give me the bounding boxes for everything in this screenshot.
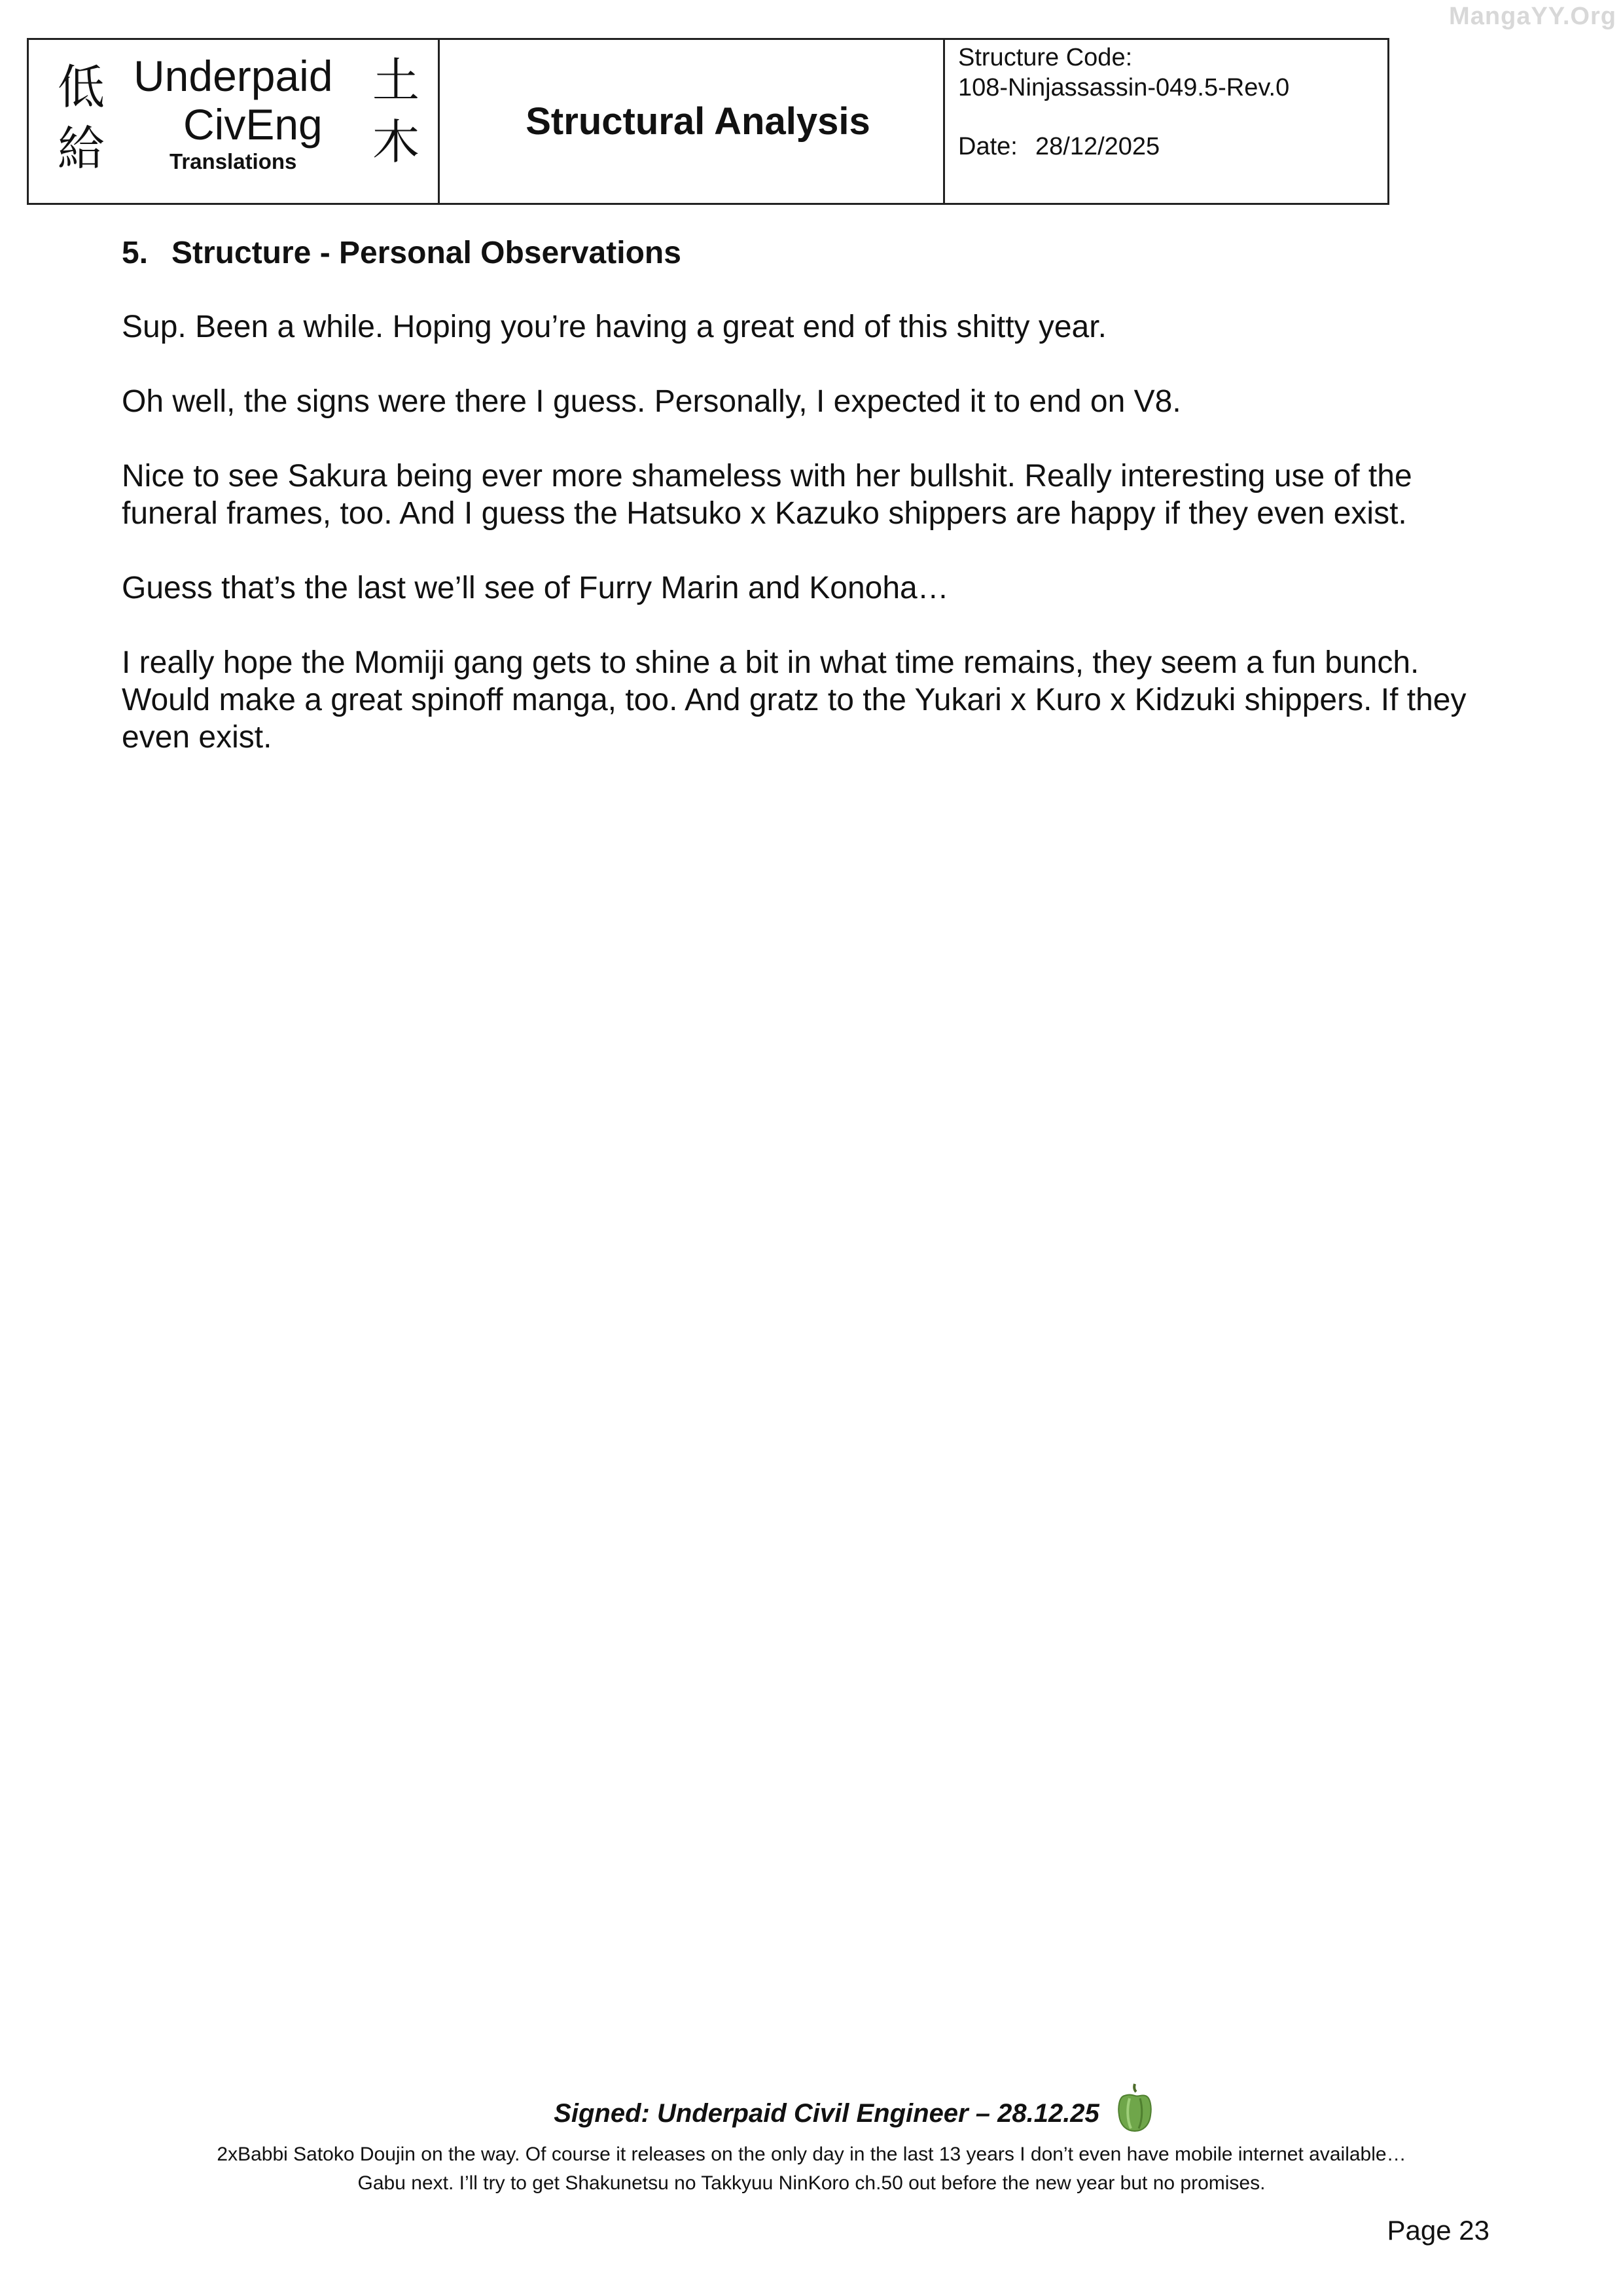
footnote-line-2: Gabu next. I’ll try to get Shakunetsu no Takkyuu NinKoro ch.50 out before the new year but no promises. (357, 2172, 1266, 2194)
document-header (27, 38, 1389, 205)
structure-code-label: Structure Code: (958, 44, 1133, 71)
footnote-line-1: 2xBabbi Satoko Doujin on the way. Of course it releases on the only day in the last 13 years I don’t even have mobile internet available… (217, 2144, 1406, 2165)
signature-line (554, 2088, 1154, 2139)
section-heading (122, 234, 1503, 272)
logo-text-underpaid: Underpaid (134, 52, 333, 100)
paragraph: Oh well, the signs were there I guess. Personally, I expected it to end on V8. (122, 384, 1181, 419)
structure-code-value: 108-Ninjassassin-049.5-Rev.0 (958, 74, 1290, 101)
section-title: Structure - Personal Observations (171, 236, 681, 270)
paragraph: Guess that’s the last we’ll see of Furry Marin and Konoha… (122, 571, 949, 605)
document-title: Structural Analysis (440, 40, 945, 203)
green-bell-pepper-icon (1115, 2081, 1154, 2132)
logo-text-civeng: CivEng (183, 100, 323, 149)
page-number: Page 23 (1387, 2215, 1489, 2246)
date-row (958, 133, 1160, 161)
paragraph: I really hope the Momiji gang gets to shine a bit in what time remains, they seem a fun bunch. Would make a great spinoff manga, too. And gratz to the Yukari x Kuro x Kidzuki shippers. If they even exist. (122, 645, 1467, 755)
document-body (122, 234, 1503, 793)
watermark: MangaYY.Org (1449, 3, 1616, 30)
document-footer (0, 2088, 1623, 2197)
logo-text-translations: Translations (169, 149, 297, 173)
logo-kanji-left-top: 低 (58, 60, 105, 115)
paragraph: Sup. Been a while. Hoping you’re having a great end of this shitty year. (122, 310, 1107, 344)
date-label: Date: (958, 133, 1018, 160)
section-number: 5. (122, 236, 149, 270)
logo-kanji-right-top: 土 (372, 53, 420, 108)
date-value: 28/12/2025 (1035, 133, 1160, 160)
document-meta (945, 40, 1387, 203)
logo-kanji-left-bottom: 給 (58, 121, 105, 176)
logo-kanji-right-bottom: 木 (372, 115, 420, 170)
signature-text: Signed: Underpaid Civil Engineer – 28.12.25 (554, 2099, 1099, 2128)
logo-block (29, 40, 440, 203)
paragraph: Nice to see Sakura being ever more shameless with her bullshit. Really interesting use of the funeral frames, too. And I guess the Hatsuko x Kazuko shippers are happy if they even exist. (122, 459, 1412, 531)
